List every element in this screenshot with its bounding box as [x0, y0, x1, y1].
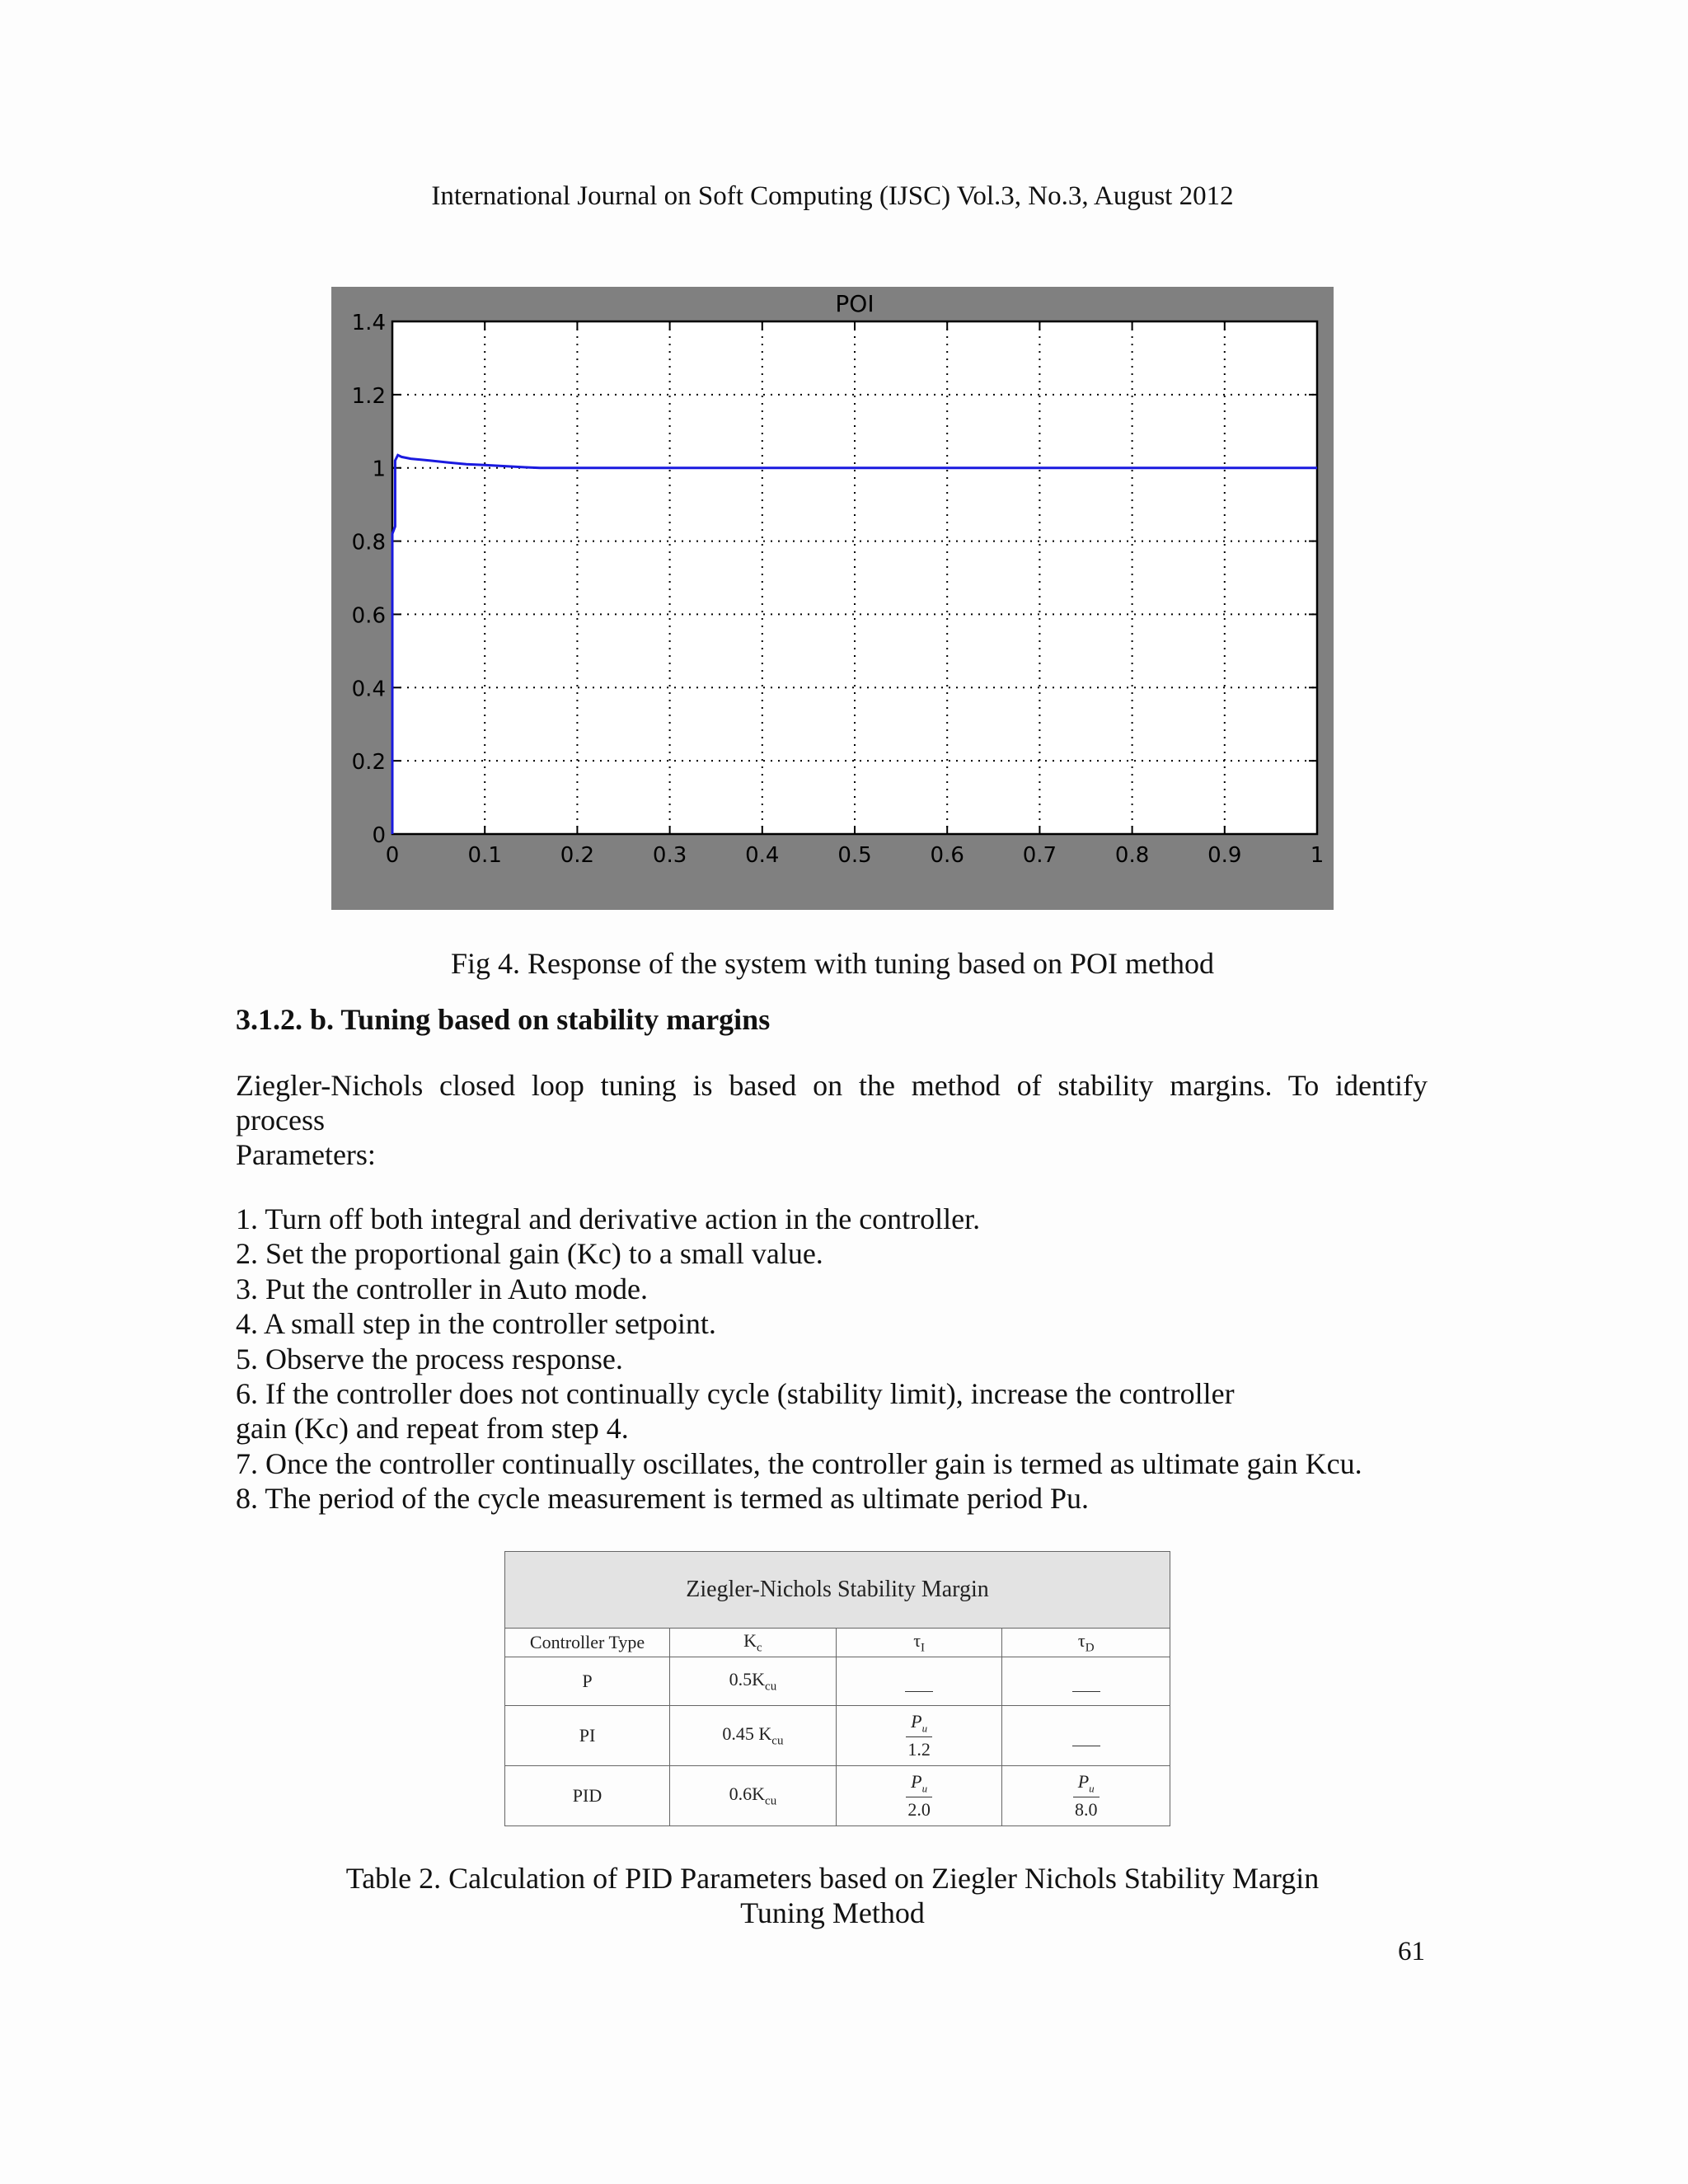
fraction-denominator: 2.0: [907, 1799, 931, 1821]
table-caption: [0, 1861, 1665, 1930]
step-item: 4. A small step in the controller setpoint.: [236, 1307, 716, 1341]
x-tick-label: 0.7: [1022, 843, 1057, 868]
poi-response-figure: [331, 287, 1334, 910]
table-row: [505, 1706, 1170, 1766]
step-item: gain (Kc) and repeat from step 4.: [236, 1412, 629, 1446]
y-tick-label: 0: [372, 823, 386, 848]
header-tau-d: [1002, 1629, 1170, 1657]
table-caption-line: Table 2. Calculation of PID Parameters based on Ziegler Nichols Stability Margin: [345, 1862, 1320, 1895]
header-kc: [670, 1629, 837, 1657]
y-tick-label: 0.2: [351, 750, 386, 776]
empty-dash: [1072, 1691, 1100, 1692]
fraction: [906, 1710, 932, 1760]
cell-kc: [670, 1657, 837, 1706]
numerator-subscript: u: [921, 1722, 928, 1735]
x-tick-label: 1: [1310, 843, 1325, 868]
x-tick-label: 0.8: [1114, 843, 1150, 868]
cell-type: P: [505, 1657, 670, 1706]
fraction-numerator: [906, 1710, 932, 1737]
table-row: [505, 1766, 1170, 1826]
step-item: 6. If the controller does not continually cycle (stability limit), increase the controller: [236, 1377, 1235, 1411]
numerator-symbol: P: [911, 1770, 922, 1792]
poi-response-chart: [331, 287, 1334, 910]
cell-tau-d: [1002, 1657, 1170, 1706]
table-caption-line: Tuning Method: [740, 1896, 925, 1929]
cell-tau-i: [836, 1706, 1002, 1766]
empty-dash: [905, 1691, 933, 1692]
header-tau-i-subscript: I: [921, 1641, 926, 1655]
table-title: Ziegler-Nichols Stability Margin: [505, 1552, 1170, 1629]
step-item: 1. Turn off both integral and derivative action in the controller.: [236, 1202, 981, 1235]
kc-subscript: cu: [765, 1794, 777, 1808]
chart-title: POI: [835, 290, 874, 317]
header-controller-type: Controller Type: [505, 1629, 670, 1657]
cell-tau-d: [1002, 1706, 1170, 1766]
x-tick-label: 0.9: [1207, 843, 1242, 868]
numerator-subscript: u: [921, 1782, 928, 1795]
fraction-numerator: [1073, 1770, 1100, 1797]
header-tau-d-symbol: τ: [1077, 1629, 1085, 1651]
cell-tau-d: [1002, 1766, 1170, 1826]
step-item: 7. Once the controller continually oscillates, the controller gain is termed as ultimate gain Kcu.: [236, 1446, 1362, 1480]
running-header: International Journal on Soft Computing (IJSC) Vol.3, No.3, August 2012: [431, 181, 1234, 211]
numerator-subscript: u: [1089, 1782, 1095, 1795]
table-header-row: [505, 1629, 1170, 1657]
x-tick-label: 0.3: [652, 843, 687, 868]
y-tick-label: 1.4: [351, 311, 386, 335]
step-item: 5. Observe the process response.: [236, 1342, 623, 1376]
y-tick-label: 0.6: [351, 603, 386, 629]
paragraph-line: Ziegler-Nichols closed loop tuning is based on the method of stability margins. To identify: [236, 1069, 1428, 1102]
zn-table-container: [504, 1551, 1170, 1826]
y-tick-label: 0.4: [351, 677, 386, 702]
fraction-denominator: 1.2: [907, 1739, 931, 1760]
fraction: [1073, 1770, 1100, 1821]
intro-paragraph: [236, 1068, 1428, 1172]
figure-caption: Fig 4. Response of the system with tuning based on POI method: [451, 947, 1214, 980]
plot-area: [392, 321, 1317, 834]
kc-value: 0.45 K: [722, 1722, 772, 1744]
paragraph-line: Parameters:: [236, 1138, 376, 1171]
table-row: [505, 1657, 1170, 1706]
kc-subscript: cu: [771, 1734, 784, 1748]
cell-type: PID: [505, 1766, 670, 1826]
x-tick-label: 0.1: [467, 843, 502, 868]
zn-stability-table: [504, 1551, 1170, 1826]
step-item: 8. The period of the cycle measurement is termed as ultimate period Pu.: [236, 1482, 1090, 1516]
fraction: [906, 1770, 932, 1821]
header-tau-d-subscript: D: [1085, 1641, 1095, 1655]
x-tick-label: 0.5: [837, 843, 872, 868]
kc-value: 0.6K: [729, 1783, 766, 1804]
x-tick-label: 0.6: [930, 843, 964, 868]
fraction-denominator: 8.0: [1074, 1799, 1098, 1821]
step-item: 3. Put the controller in Auto mode.: [236, 1272, 648, 1305]
cell-kc: [670, 1766, 837, 1826]
section-title: 3.1.2. b. Tuning based on stability margins: [236, 1003, 771, 1036]
cell-tau-i: [836, 1766, 1002, 1826]
step-item: 2. Set the proportional gain (Kc) to a small value.: [236, 1237, 823, 1271]
procedure-steps: [236, 1202, 1472, 1516]
header-kc-subscript: c: [757, 1641, 762, 1655]
page-number: 61: [1398, 1937, 1425, 1966]
x-tick-label: 0.4: [745, 843, 780, 868]
y-tick-label: 1: [372, 457, 386, 482]
y-tick-label: 0.8: [351, 530, 386, 555]
paragraph-line: process: [236, 1104, 325, 1137]
header-kc-symbol: K: [743, 1629, 757, 1651]
kc-subscript: cu: [765, 1680, 777, 1694]
cell-tau-i: [836, 1657, 1002, 1706]
x-tick-label: 0.2: [560, 843, 595, 868]
x-tick-label: 0: [385, 843, 400, 868]
header-tau-i: [836, 1629, 1002, 1657]
cell-type: PI: [505, 1706, 670, 1766]
header-tau-i-symbol: τ: [913, 1629, 921, 1651]
y-tick-label: 1.2: [351, 383, 386, 409]
numerator-symbol: P: [911, 1710, 922, 1732]
numerator-symbol: P: [1077, 1770, 1090, 1792]
cell-kc: [670, 1706, 837, 1766]
fraction-numerator: [906, 1770, 932, 1797]
kc-value: 0.5K: [729, 1668, 766, 1690]
